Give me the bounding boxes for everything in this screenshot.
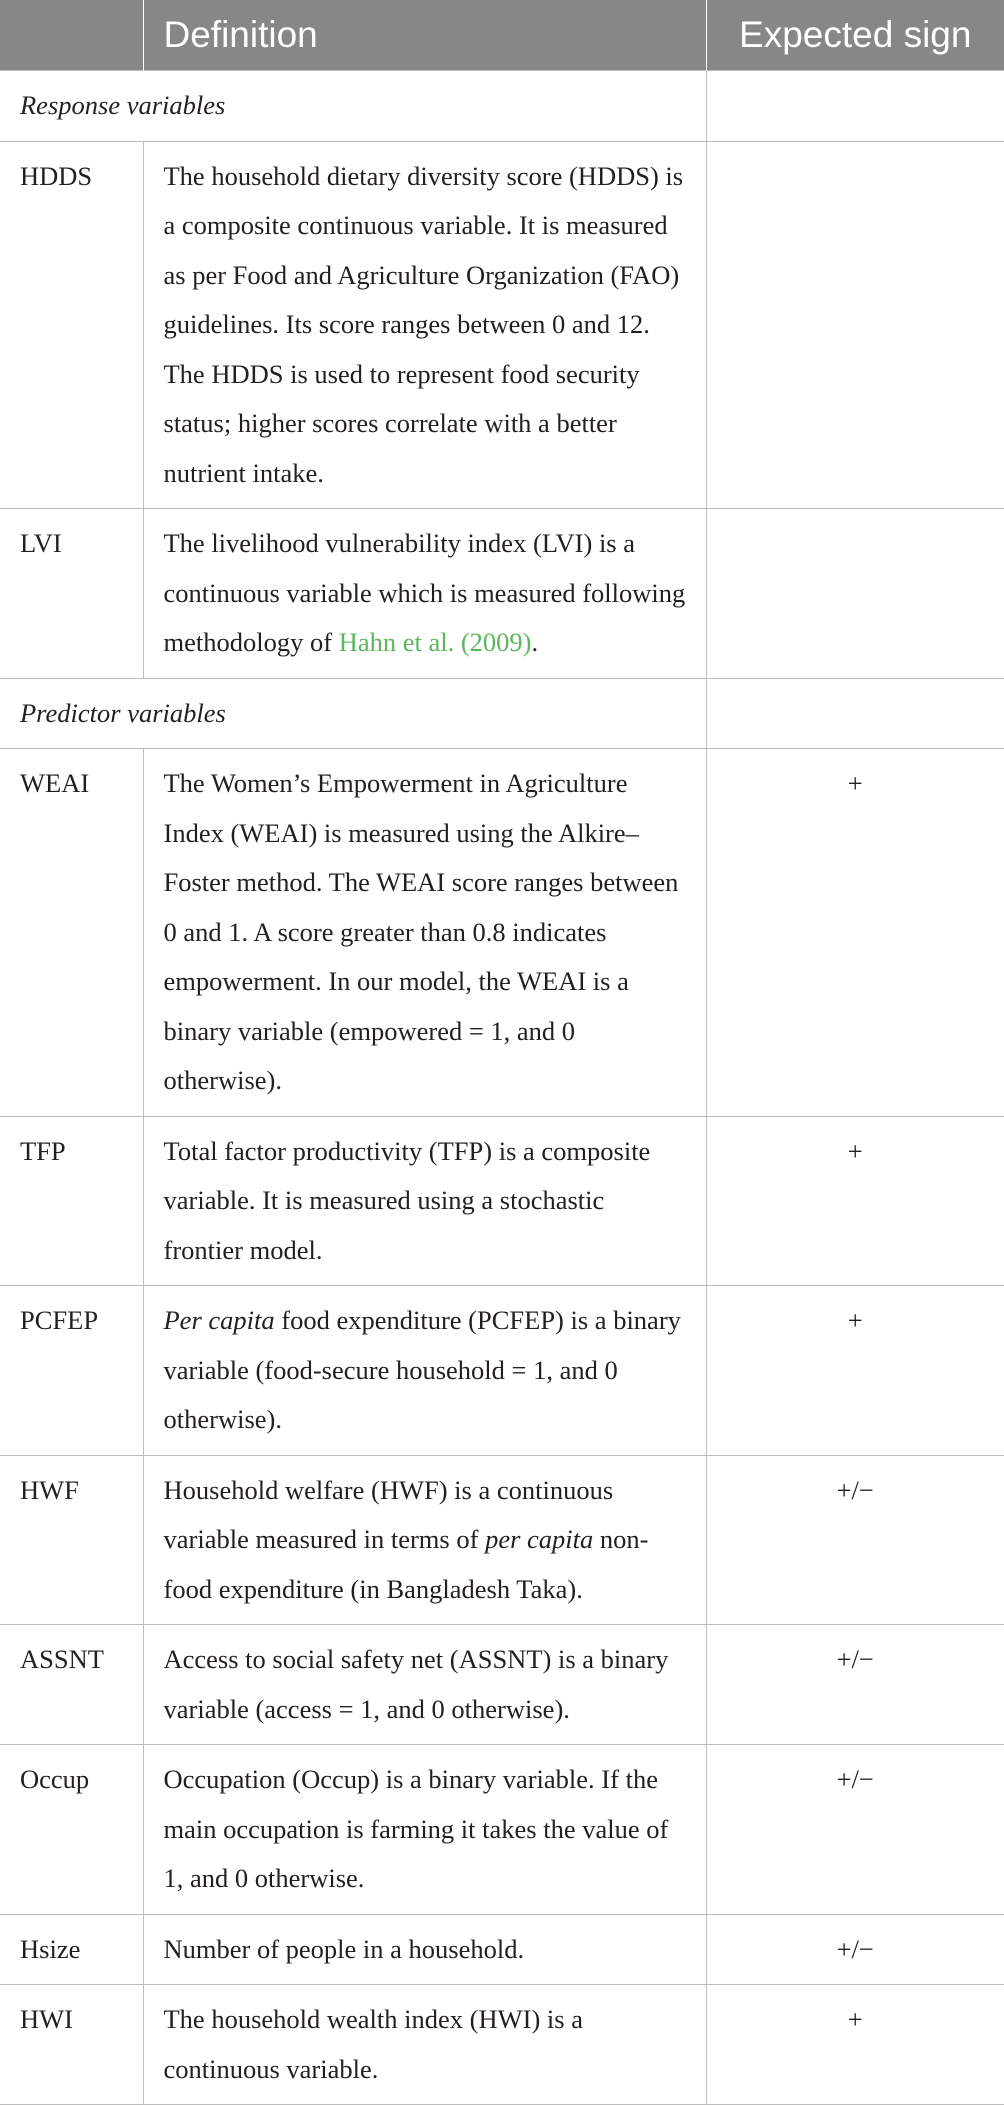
table-body — [0, 71, 1004, 2105]
variable-name: WEAI — [0, 749, 143, 1117]
section-label-predictor: Predictor variables — [0, 678, 706, 749]
variable-name: HDDS — [0, 141, 143, 509]
expected-sign: +/− — [706, 1625, 1004, 1745]
table-row-hdds — [0, 141, 1004, 509]
definition-italic: per capita — [485, 1524, 594, 1554]
variable-name: HWF — [0, 1455, 143, 1625]
variable-definition: Occupation (Occup) is a binary variable. If the main occupation is farming it takes the value of 1, and 0 otherwise. — [143, 1745, 706, 1915]
variable-name: HWI — [0, 1985, 143, 2105]
variable-definition: Number of people in a household. — [143, 1914, 706, 1985]
variable-name: Hsize — [0, 1914, 143, 1985]
section-sign-empty — [706, 678, 1004, 749]
table-row-occup — [0, 1745, 1004, 1915]
variable-definition: Access to social safety net (ASSNT) is a binary variable (access = 1, and 0 otherwise). — [143, 1625, 706, 1745]
table-row-assnt — [0, 1625, 1004, 1745]
definition-italic: Per capita — [163, 1305, 275, 1335]
variable-definition — [143, 1286, 706, 1456]
table-row-pcfep — [0, 1286, 1004, 1456]
header-definition: Definition — [143, 0, 706, 71]
expected-sign: + — [706, 1985, 1004, 2105]
definition-text-end: food expenditure (PCFEP) is a binary variable (food-secure household = 1, and 0 otherwise). — [163, 1305, 681, 1434]
variable-name: ASSNT — [0, 1625, 143, 1745]
table-row-hwf — [0, 1455, 1004, 1625]
expected-sign — [706, 141, 1004, 509]
header-expected-sign: Expected sign — [706, 0, 1004, 71]
expected-sign: + — [706, 749, 1004, 1117]
variable-name: LVI — [0, 509, 143, 679]
table-row-tfp — [0, 1116, 1004, 1286]
expected-sign: + — [706, 1116, 1004, 1286]
expected-sign: +/− — [706, 1914, 1004, 1985]
section-row-predictor — [0, 678, 1004, 749]
variable-definition — [143, 1455, 706, 1625]
variable-definition — [143, 509, 706, 679]
expected-sign: +/− — [706, 1745, 1004, 1915]
variable-name: Occup — [0, 1745, 143, 1915]
section-label-response: Response variables — [0, 71, 706, 142]
section-sign-empty — [706, 71, 1004, 142]
variable-name: PCFEP — [0, 1286, 143, 1456]
definition-text: Household welfare (HWF) is a continuous variable measured in terms of — [163, 1474, 614, 1554]
expected-sign: +/− — [706, 1455, 1004, 1625]
table-header — [0, 0, 1004, 71]
variable-definition: The household dietary diversity score (HDDS) is a composite continuous variable. It is measured as per Food and Agriculture Organization (FAO) guidelines. Its score ranges between 0 and 12. The HDDS is used to represent food security status; higher scores correlate with a better nutrient intake. — [143, 141, 706, 509]
variable-definition: Total factor productivity (TFP) is a composite variable. It is measured using a stochastic frontier model. — [143, 1116, 706, 1286]
section-row-response — [0, 71, 1004, 142]
table-row-hwi — [0, 1985, 1004, 2105]
table-row-lvi — [0, 509, 1004, 679]
table-row-weai — [0, 749, 1004, 1117]
definition-text-end: . — [531, 627, 539, 657]
variable-name: TFP — [0, 1116, 143, 1286]
definition-text-end: non-food expenditure (in Bangladesh Taka). — [163, 1524, 649, 1604]
header-row — [0, 0, 1004, 71]
variable-definition: The Women’s Empowerment in Agriculture Index (WEAI) is measured using the Alkire–Foster method. The WEAI score ranges between 0 and 1. A score greater than 0.8 indicates empowerment. In our model, the WEAI is a binary variable (empowered = 1, and 0 otherwise). — [143, 749, 706, 1117]
header-variable — [0, 0, 143, 71]
table-row-hsize — [0, 1914, 1004, 1985]
variable-definition: The household wealth index (HWI) is a continuous variable. — [143, 1985, 706, 2105]
definition-text: The livelihood vulnerability index (LVI) is a continuous variable which is measured following methodology of — [163, 528, 686, 657]
expected-sign — [706, 509, 1004, 679]
citation-link[interactable]: Hahn et al. (2009) — [338, 627, 532, 657]
expected-sign: + — [706, 1286, 1004, 1456]
